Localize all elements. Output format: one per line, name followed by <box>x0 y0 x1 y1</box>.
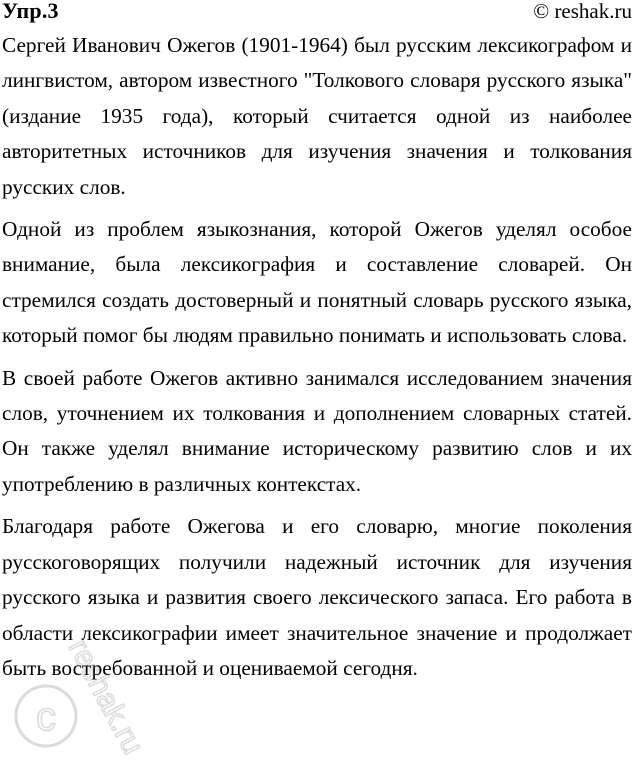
paragraph-legacy: Благодаря работе Ожегова и его словарю, многие поколения русскоговорящих получили надежный источник для изучения русского языка и развития своего лексического запаса. Его работа в области лексикографии имеет значительное значение и продолжает быть востребованной и оцениваемой сегодня. <box>2 514 632 680</box>
svg-text:c: c <box>36 695 56 739</box>
exercise-title: Упр.3 <box>2 0 59 23</box>
paragraph-lexicography: Одной из проблем языкознания, которой Ожегов уделял особое внимание, была лексикография и составление словарей. Он стремился создать достоверный и понятный словарь русского языка, который помог бы людям правильно понимать и использовать слова. <box>2 217 632 348</box>
svg-text:reshak.ru: reshak.ru <box>61 633 150 756</box>
paragraph-research: В своей работе Ожегов активно занимался исследованием значения слов, уточнением их толкования и дополнением словарных статей. Он также уделял внимание историческому развитию слов и их употреблению в различных контекстах. <box>2 365 632 496</box>
paragraph-biography: Сергей Иванович Ожегов (1901-1964) был русским лексикографом и лингвистом, автором известного "Толкового словаря русского языка" (издание 1935 года), который считается одной из наиболее авторитетных источников для изучения значения и толкования русских слов. <box>2 33 632 199</box>
source-copyright: © reshak.ru <box>533 0 632 23</box>
page-header <box>2 0 632 28</box>
